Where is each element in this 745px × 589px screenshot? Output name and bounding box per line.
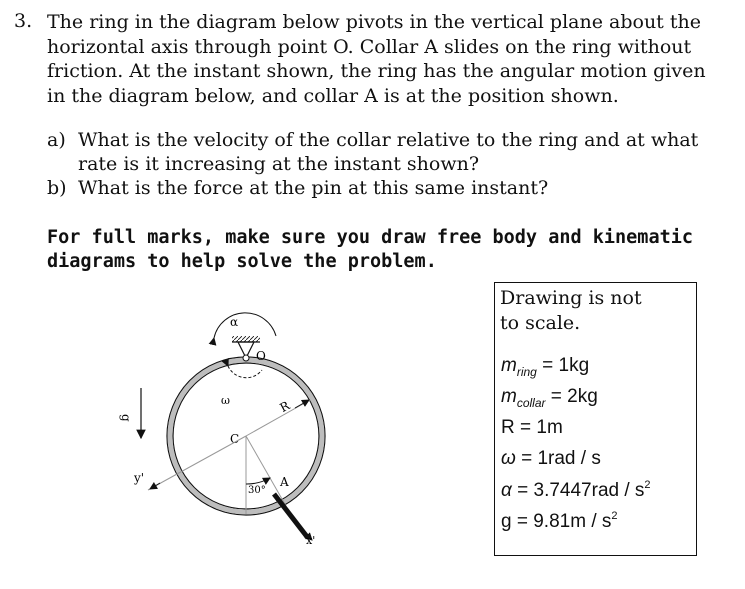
x-prime-label: x' bbox=[306, 534, 316, 547]
question-statement bbox=[47, 10, 737, 108]
y-prime-axis-line bbox=[148, 436, 246, 490]
given-values-box bbox=[494, 282, 697, 556]
angle-label: 30° bbox=[248, 485, 266, 496]
omega-equation: ω = 1rad / s bbox=[501, 448, 601, 469]
alpha-label: α bbox=[230, 315, 239, 329]
collar-a-label: A bbox=[280, 475, 289, 489]
y-prime-label: y' bbox=[134, 471, 145, 485]
full-marks-line: For full marks, make sure you draw free body and kinematic bbox=[47, 227, 694, 248]
part-a-line-2: rate is it increasing at the instant shown? bbox=[78, 153, 480, 175]
ring-diagram bbox=[110, 300, 360, 560]
question-line: horizontal axis through point O. Collar A slides on the ring without bbox=[47, 35, 692, 58]
question-line: The ring in the diagram below pivots in the vertical plane about the bbox=[47, 11, 701, 33]
radius-label: R bbox=[277, 398, 292, 415]
radius-equation: R = 1m bbox=[501, 417, 563, 438]
question-number: 3. bbox=[14, 10, 33, 32]
mass-collar-equation: $m_{collar} = 2kg$ bbox=[501, 386, 598, 410]
point-o-label: O bbox=[256, 349, 266, 363]
given-equations bbox=[501, 355, 651, 541]
part-a-label: a) bbox=[47, 129, 66, 151]
part-b-line-1: What is the force at the pin at this same instant? bbox=[78, 177, 549, 199]
scale-note-line: Drawing is not bbox=[500, 287, 642, 309]
g-label: g bbox=[119, 414, 133, 422]
scale-note-line: to scale. bbox=[500, 312, 581, 334]
part-b-label: b) bbox=[47, 177, 67, 199]
question-line: friction. At the instant shown, the ring has the angular motion given bbox=[47, 60, 706, 82]
full-marks-note bbox=[47, 226, 693, 274]
center-c-label: C bbox=[230, 432, 240, 446]
question-line: in the diagram below, and collar A is at the position shown. bbox=[47, 84, 619, 107]
part-a-line-1: What is the velocity of the collar relative to the ring and at what bbox=[78, 129, 699, 151]
radius-arrow bbox=[295, 400, 309, 408]
alpha-equation: $\alpha = 3.7447rad / s^2$ bbox=[501, 479, 651, 501]
omega-label: ω bbox=[221, 394, 230, 407]
full-marks-line: diagrams to help solve the problem. bbox=[47, 251, 437, 272]
gravity-equation: $g = 9.81m / s^2$ bbox=[501, 510, 618, 532]
y-prime-arrow bbox=[150, 483, 160, 489]
scale-note bbox=[500, 286, 642, 336]
angle-arc bbox=[246, 478, 270, 484]
alpha-arc-arrow bbox=[214, 313, 276, 338]
mass-ring-equation: $m_{ring} = 1kg$ bbox=[501, 355, 590, 379]
omega-arc-arrow bbox=[228, 366, 262, 378]
